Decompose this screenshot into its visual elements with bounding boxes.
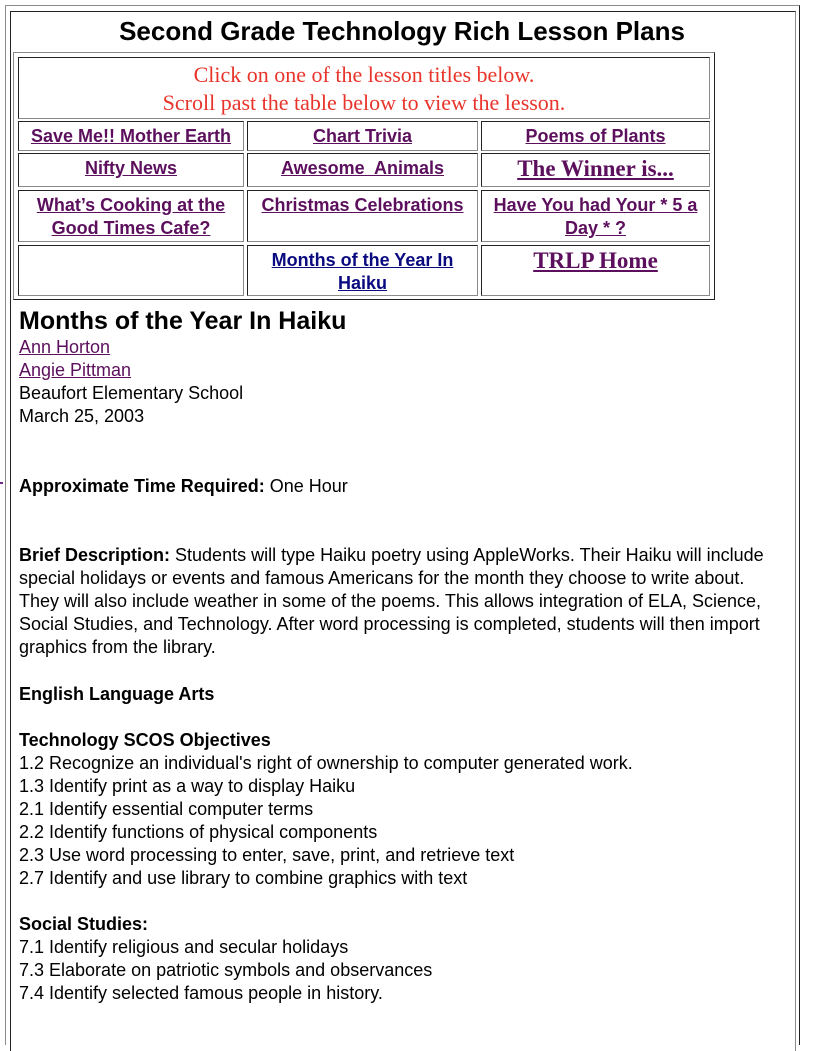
tech-objectives-heading: Technology SCOS Objectives <box>19 730 271 750</box>
lesson-link-nifty-news[interactable]: Nifty News <box>84 158 178 178</box>
tech-objective-item: 2.2 Identify functions of physical components <box>19 822 378 842</box>
brief-description-text: Students will type Haiku poetry using AppleWorks. Their Haiku will include special holidays or events and famous Americans for the month they choose to write about. They will also include weather in some of the poems. This allows integration of ELA, Science, Social Studies, and Technology. After word processing is completed, students will then import graphics from the library. <box>19 545 764 657</box>
ela-heading: English Language Arts <box>19 684 215 704</box>
lesson-link-save-me-mother-earth[interactable]: Save Me!! Mother Earth <box>30 126 232 146</box>
school-name: Beaufort Elementary School <box>19 383 244 403</box>
nav-cell <box>18 153 244 187</box>
tech-objective-item: 1.2 Recognize an individual's right of ownership to computer generated work. <box>19 753 633 773</box>
lesson-content <box>19 306 789 1005</box>
ss-objective-item: 7.1 Identify religious and secular holidays <box>19 937 349 957</box>
trlp-home-link[interactable]: TRLP Home <box>533 248 658 273</box>
time-required-label: Approximate Time Required: <box>19 476 265 496</box>
nav-cell <box>247 121 478 151</box>
tech-objective-item: 1.3 Identify print as a way to display Haiku <box>19 776 356 796</box>
nav-cell <box>247 153 478 187</box>
page-title: Second Grade Technology Rich Lesson Plans <box>119 16 685 46</box>
lesson-link-christmas-celebrations[interactable]: Christmas Celebrations <box>261 195 464 215</box>
lesson-title: Months of the Year In Haiku <box>19 307 347 335</box>
brief-description-label: Brief Description: <box>19 545 171 565</box>
lesson-date: March 25, 2003 <box>19 406 145 426</box>
time-required <box>19 475 789 498</box>
lesson-link-months-of-the-year-in-haiku[interactable]: Months of the Year In Haiku <box>271 250 454 293</box>
author-link-angie-pittman[interactable]: Angie Pittman <box>19 360 132 380</box>
tech-objective-item: 2.7 Identify and use library to combine graphics with text <box>19 868 468 888</box>
banner-line-2: Scroll past the table below to view the lesson. <box>162 90 566 115</box>
author-link-ann-horton[interactable]: Ann Horton <box>19 337 111 357</box>
lesson-link-poems-of-plants[interactable]: Poems of Plants <box>525 126 666 146</box>
nav-cell <box>18 190 244 242</box>
tech-objective-item: 2.1 Identify essential computer terms <box>19 799 314 819</box>
social-studies-heading: Social Studies: <box>19 914 149 934</box>
nav-cell-empty <box>18 245 244 296</box>
lesson-link-awesome-animals[interactable]: Awesome Animals <box>280 158 445 178</box>
ss-objective-item: 7.4 Identify selected famous people in history. <box>19 983 383 1003</box>
lesson-link-chart-trivia[interactable]: Chart Trivia <box>312 126 413 146</box>
offscreen-link-fragment <box>0 468 3 484</box>
brief-description <box>19 544 789 659</box>
time-required-value: One Hour <box>264 476 348 496</box>
nav-cell <box>481 190 710 242</box>
nav-cell <box>247 245 478 296</box>
tech-objective-item: 2.3 Use word processing to enter, save, print, and retrieve text <box>19 845 515 865</box>
ss-objective-item: 7.3 Elaborate on patriotic symbols and observances <box>19 960 433 980</box>
nav-cell <box>247 190 478 242</box>
nav-cell <box>18 121 244 151</box>
banner-line-1: Click on one of the lesson titles below. <box>193 62 535 87</box>
lesson-link-five-a-day[interactable]: Have You had Your * 5 a Day * ? <box>493 195 698 238</box>
nav-cell <box>481 245 710 296</box>
nav-banner <box>18 57 710 119</box>
nav-cell <box>481 153 710 187</box>
lesson-link-the-winner-is[interactable]: The Winner is... <box>517 156 674 181</box>
nav-cell <box>481 121 710 151</box>
lesson-link-whats-cooking[interactable]: What’s Cooking at the Good Times Cafe? <box>36 195 226 238</box>
